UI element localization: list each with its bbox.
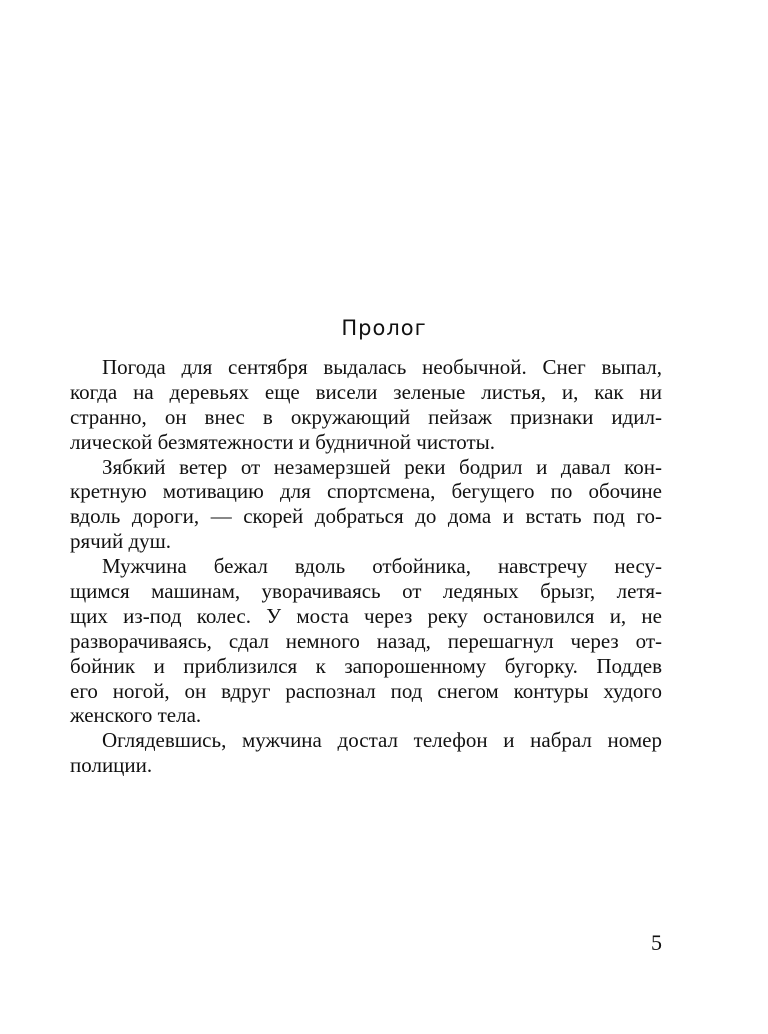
text-line: вдоль дороги, — скорей добраться до дома и встать под го-	[70, 504, 662, 529]
paragraph-3	[70, 554, 662, 728]
text-line: кретную мотивацию для спортсмена, бегущего по обочине	[70, 479, 662, 504]
text-line: когда на деревьях еще висели зеленые листья, и, как ни	[70, 379, 662, 404]
text-line: женского тела.	[70, 703, 202, 728]
text-line: щимся машинам, уворачиваясь от ледяных брызг, летя-	[70, 579, 662, 604]
text-line: Оглядевшись, мужчина достал телефон и набрал номер	[102, 728, 662, 753]
text-line: щих из-под колес. У моста через реку остановился и, не	[70, 603, 662, 628]
text-line: странно, он внес в окружающий пейзаж признаки идил-	[70, 404, 662, 429]
paragraph-2	[70, 454, 662, 555]
text-line: Погода для сентября выдалась необычной. Снег выпал,	[102, 355, 662, 379]
page-number: 5	[651, 930, 662, 955]
body-text	[70, 355, 662, 778]
paragraph-1	[70, 355, 662, 455]
text-line: бойник и приблизился к запорошенному бугорку. Поддев	[70, 653, 662, 678]
chapter-title: Пролог	[341, 316, 427, 340]
text-line: рячий душ.	[70, 529, 172, 554]
text-line: полиции.	[70, 753, 153, 778]
paragraph-4	[70, 728, 662, 778]
text-line: его ногой, он вдруг распознал под снегом контуры худого	[70, 678, 662, 703]
text-line: разворачиваясь, сдал немного назад, перешагнул через от-	[70, 628, 662, 653]
text-line: Мужчина бежал вдоль отбойника, навстречу несу-	[102, 554, 662, 579]
text-line: лической безмятежности и будничной чистоты.	[70, 429, 496, 454]
text-line: Зябкий ветер от незамерзшей реки бодрил и давал кон-	[102, 454, 662, 479]
